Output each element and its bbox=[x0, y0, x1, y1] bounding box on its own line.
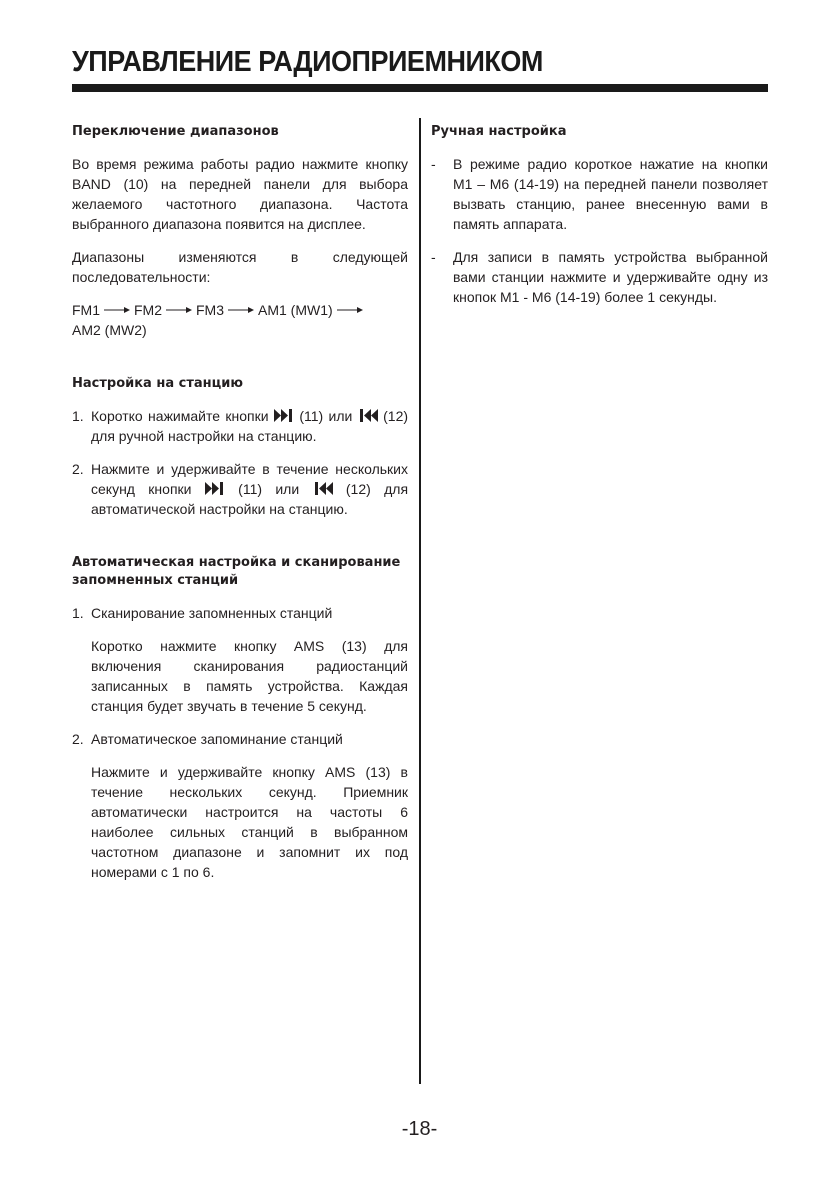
auto-scan-section bbox=[72, 554, 408, 882]
manual-tuning-section bbox=[431, 123, 768, 307]
step-text: (12) для ручной настройки на станцию. bbox=[91, 408, 409, 444]
band-sequence bbox=[72, 300, 408, 340]
skip-previous-icon bbox=[358, 409, 378, 422]
tuning-section bbox=[72, 375, 408, 519]
right-arrow-icon bbox=[104, 306, 130, 314]
list-item bbox=[431, 247, 768, 307]
band-switch-section bbox=[72, 123, 408, 340]
band-switch-paragraph-2: Диапазоны изменяются в следующей последовательности: bbox=[72, 249, 408, 285]
band-am1: AM1 (MW1) bbox=[258, 302, 333, 318]
list-number: 2. bbox=[72, 461, 84, 477]
step-text: Нажмите и удерживайте в течение нескольких секунд кнопки bbox=[91, 461, 408, 497]
skip-previous-icon bbox=[313, 482, 333, 495]
dash-marker: - bbox=[431, 156, 436, 172]
band-fm1: FM1 bbox=[72, 302, 100, 318]
list-item bbox=[72, 603, 408, 716]
band-fm2: FM2 bbox=[134, 302, 162, 318]
list-number: 2. bbox=[72, 731, 84, 747]
skip-next-icon bbox=[274, 409, 294, 422]
list-item-text: В режиме радио короткое нажатие на кнопки M1 – M6 (14-19) на передней панели позволяет вызвать станцию, ранее внесенную вами в память аппарата. bbox=[453, 156, 768, 232]
step-title: Сканирование запомненных станций bbox=[91, 605, 333, 621]
list-item bbox=[431, 154, 768, 234]
list-item-text: Для записи в память устройства выбранной вами станции нажмите и удерживайте одну из кнопок M1 - M6 (14-19) более 1 секунды. bbox=[453, 249, 768, 305]
dash-marker: - bbox=[431, 249, 436, 265]
left-column bbox=[72, 123, 408, 895]
step-description: Нажмите и удерживайте кнопку AMS (13) в течение нескольких секунд. Приемник автоматически настроится на частоты 6 наиболее сильных станций в выбранном частотном диапазоне и запомнит их под номерами с 1 по 6. bbox=[91, 764, 408, 880]
right-arrow-icon bbox=[166, 306, 192, 314]
page-number: -18- bbox=[401, 1118, 438, 1140]
list-number: 1. bbox=[72, 605, 84, 621]
manual-tuning-heading: Ручная настройка bbox=[431, 124, 567, 139]
right-arrow-icon bbox=[337, 306, 363, 314]
step-title: Автоматическое запоминание станций bbox=[91, 731, 343, 747]
list-item bbox=[72, 406, 408, 446]
band-fm3: FM3 bbox=[196, 302, 224, 318]
column-divider bbox=[419, 118, 421, 1084]
right-column bbox=[431, 123, 768, 320]
step-text: (11) или bbox=[299, 408, 353, 424]
band-switch-heading: Переключение диапазонов bbox=[72, 124, 279, 139]
step-description: Коротко нажмите кнопку AMS (13) для включения сканирования радиостанций записанных в память устройства. Каждая станция будет звучать в течение 5 секунд. bbox=[91, 638, 408, 714]
title-rule bbox=[72, 84, 768, 92]
band-switch-paragraph-1: Во время режима работы радио нажмите кнопку BAND (10) на передней панели для выбора желаемого частотного диапазона. Частота выбранного диапазона появится на дисплее. bbox=[72, 156, 408, 232]
band-am2: AM2 (MW2) bbox=[72, 322, 147, 338]
list-item bbox=[72, 459, 408, 519]
page-title: УПРАВЛЕНИЕ РАДИОПРИЕМНИКОМ bbox=[72, 46, 543, 78]
tuning-heading: Настройка на станцию bbox=[72, 376, 244, 391]
right-arrow-icon bbox=[228, 306, 254, 314]
step-text: (12) для автоматической настройки на станцию. bbox=[91, 481, 409, 517]
list-item bbox=[72, 729, 408, 882]
step-text: Коротко нажимайте кнопки bbox=[91, 408, 269, 424]
skip-next-icon bbox=[205, 482, 225, 495]
step-text: (11) или bbox=[238, 481, 300, 497]
list-number: 1. bbox=[72, 408, 84, 424]
auto-scan-heading: Автоматическая настройка и сканирование запомненных станций bbox=[72, 555, 401, 588]
